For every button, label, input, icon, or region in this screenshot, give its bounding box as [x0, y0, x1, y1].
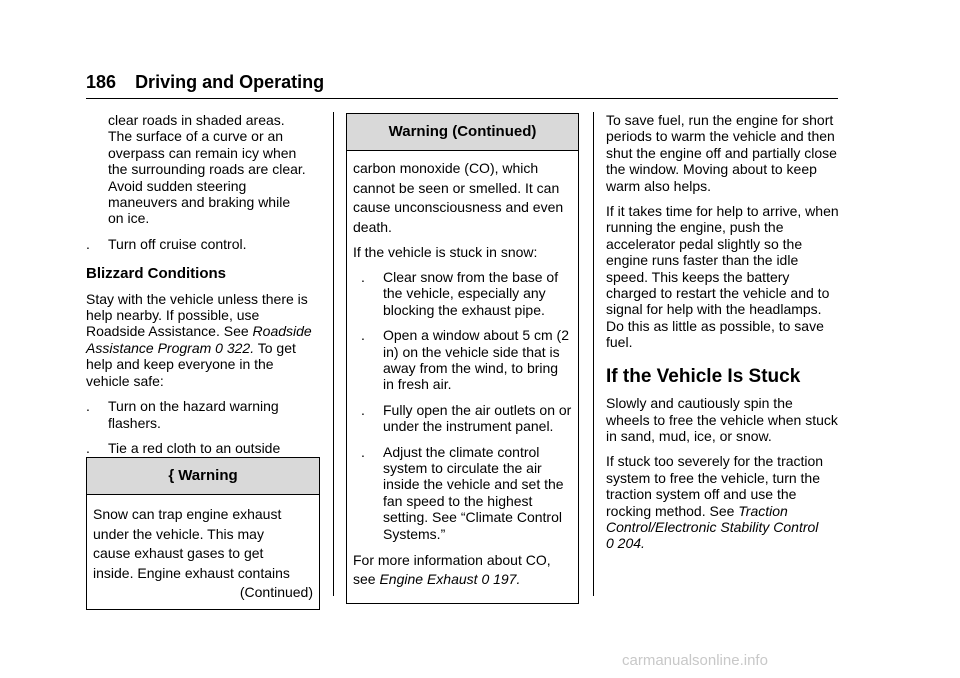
section-title: Driving and Operating — [135, 72, 325, 92]
more-info-paragraph — [353, 551, 572, 589]
intro-line: maneuvers and braking while — [108, 194, 291, 211]
page-ref[interactable]: 0 197. — [481, 571, 521, 588]
bullet-mark: . — [86, 398, 90, 415]
snow-bullet-1 — [353, 269, 572, 318]
bullet-mark: . — [86, 439, 90, 456]
page-header — [86, 72, 324, 93]
bullet-text: Adjust the climate control system to circulate the air inside the vehicle and set the fan speed to the highest setting. See “Climate Control Systems.” — [383, 443, 564, 542]
column-divider-1 — [333, 112, 334, 596]
warning-line: cause exhaust gases to get — [93, 545, 264, 562]
bullet-cruise — [86, 236, 320, 252]
engine-exhaust-link[interactable]: Engine Exhaust — [379, 571, 478, 588]
bullet-mark: . — [361, 268, 365, 285]
co-line: cannot be seen or smelled. It can — [353, 179, 560, 196]
traction-control-link[interactable]: Traction Control/Electronic Stability Control — [606, 502, 819, 535]
help-arrive-paragraph: If it takes time for help to arrive, when running the engine, push the accelerator pedal slightly so the engine runs faster than the idle speed. This keeps the battery charged to restart the vehicle and to signal for help with the headlamps. Do this as little as possible, to save fuel. — [606, 203, 839, 351]
bullet-text: Turn off cruise control. — [108, 235, 247, 252]
warning-body — [87, 495, 319, 609]
bullet-text: Turn on the hazard warning flashers. — [108, 398, 279, 431]
watermark: carmanualsonline.info — [622, 652, 768, 669]
snow-bullet-3 — [353, 402, 572, 435]
save-fuel-paragraph: To save fuel, run the engine for short periods to warm the vehicle and then shut the engine off and partially close the window. Moving about to keep warm also helps. — [606, 112, 837, 194]
intro-line: Avoid sudden steering — [108, 177, 247, 194]
co-paragraph — [353, 159, 572, 237]
column-divider-2 — [593, 112, 594, 596]
warning-line: inside. Engine exhaust contains — [93, 564, 290, 581]
warning-title-text: Warning — [178, 467, 238, 484]
co-line: death. — [353, 218, 392, 235]
intro-line: the surrounding roads are clear. — [108, 161, 306, 178]
more-info-text: For more information about CO, see — [353, 552, 551, 588]
bullet-mark: . — [361, 443, 365, 460]
blizzard-text-2: To get help and keep everyone in the vehicle safe: — [86, 339, 296, 389]
stuck-heading: If the Vehicle Is Stuck — [606, 365, 801, 387]
warning-line: Snow can trap engine exhaust — [93, 506, 282, 522]
warning-continued-box — [346, 113, 579, 604]
header-rule — [86, 98, 838, 99]
co-line: carbon monoxide (CO), which — [353, 160, 539, 176]
spin-wheels-paragraph: Slowly and cautiously spin the wheels to free the vehicle when stuck in sand, mud, ice, or snow. — [606, 395, 838, 444]
co-line: cause unconsciousness and even — [353, 199, 564, 216]
blizzard-heading: Blizzard Conditions — [86, 265, 226, 283]
warning-continued-title: Warning (Continued) — [347, 114, 578, 151]
page-ref[interactable]: 0 204. — [606, 535, 645, 552]
traction-text: If stuck too severely for the traction system to free the vehicle, turn the traction system off and use the rocking method. See — [606, 453, 824, 519]
blizzard-text: Stay with the vehicle unless there is help nearby. If possible, use Roadside Assistance. See — [86, 290, 308, 340]
bullet-text: Fully open the air outlets on or under the instrument panel. — [383, 401, 572, 435]
intro-line: The surface of a curve or an — [108, 128, 284, 145]
bullet-mark: . — [361, 401, 365, 418]
bullet-mark: . — [361, 327, 365, 344]
warning-line: under the vehicle. This may — [93, 525, 264, 542]
blizzard-paragraph — [86, 291, 320, 389]
intro-line: on ice. — [108, 210, 150, 227]
page-ref[interactable]: 0 322. — [215, 339, 255, 356]
bullet-text: Clear snow from the base of the vehicle, especially any blocking the exhaust pipe. — [383, 268, 559, 318]
column-3 — [606, 112, 840, 561]
warning-icon: { — [168, 467, 175, 484]
warning-continued-body — [347, 151, 578, 603]
roadside-assistance-link[interactable]: Roadside Assistance Program — [86, 323, 312, 356]
warning-title — [87, 458, 319, 495]
intro-line: clear roads in shaded areas. — [108, 112, 285, 128]
bullet-text: Open a window about 5 cm (2 in) on the vehicle side that is away from the wind, to bring in fresh air. — [383, 327, 569, 393]
page-number: 186 — [86, 72, 117, 92]
bullet-hazard — [86, 398, 320, 431]
snow-bullet-2 — [353, 327, 572, 393]
bullet-mark: . — [86, 235, 90, 252]
snow-bullet-4 — [353, 444, 572, 542]
traction-paragraph — [606, 453, 840, 551]
stuck-in-snow-text: If the vehicle is stuck in snow: — [353, 244, 538, 261]
intro-text — [86, 112, 320, 227]
column-1 — [86, 112, 320, 482]
intro-line: overpass can remain icy when — [108, 144, 297, 161]
continued-label: (Continued) — [239, 584, 313, 601]
warning-box — [86, 457, 320, 610]
bullet-text: Tie a red cloth to an outside — [108, 439, 281, 456]
